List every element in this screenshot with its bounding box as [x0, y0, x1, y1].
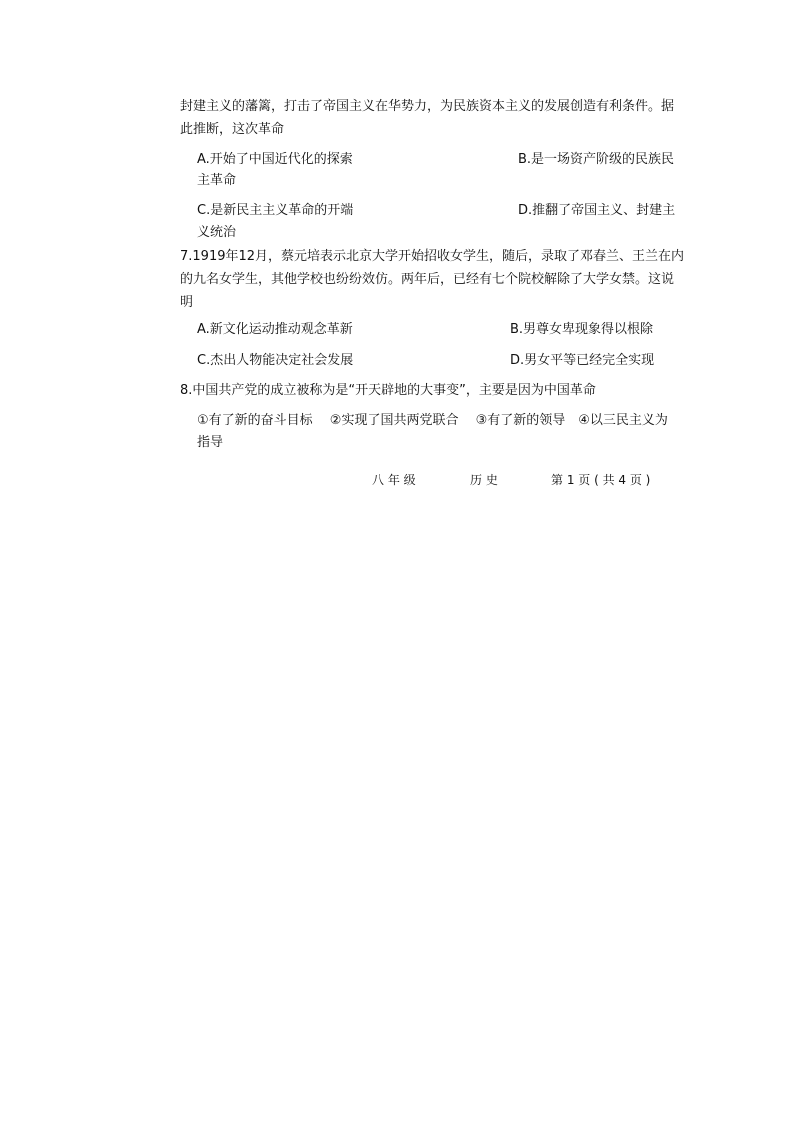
q7-option-a: A.新文化运动推动观念革新	[197, 322, 353, 337]
q6-option-b: B.是一场资产阶级的民族民	[518, 152, 675, 167]
q6-option-d: D.推翻了帝国主义、封建主	[518, 203, 676, 218]
q6-option-c: C.是新民主主义革命的开端	[197, 203, 354, 218]
footer-page-number: 第 1 页 ( 共 4 页 )	[551, 473, 651, 487]
q8-items-line-2: 指导	[197, 435, 224, 450]
q6-stem-line-1: 封建主义的藩篱，打击了帝国主义在华势力，为民族资本主义的发展创造有利条件。据	[180, 99, 675, 114]
q8-stem: 8.中国共产党的成立被称为是“开天辟地的大事变”，主要是因为中国革命	[180, 383, 596, 398]
footer-grade: 八 年 级	[372, 473, 416, 487]
q6-option-d-continued: 义统治	[197, 225, 237, 240]
footer-subject: 历 史	[470, 473, 498, 487]
q7-stem-line-3: 明	[180, 295, 194, 310]
q6-option-b-continued: 主革命	[197, 173, 237, 188]
q7-stem-line-1: 7.1919年12月，蔡元培表示北京大学开始招收女学生，随后，录取了邓春兰、王兰在内	[180, 249, 685, 264]
q7-option-c: C.杰出人物能决定社会发展	[197, 353, 354, 368]
q7-stem-line-2: 的九名女学生，其他学校也纷纷效仿。两年后，已经有七个院校解除了大学女禁。这说	[180, 272, 675, 287]
q6-option-a: A.开始了中国近代化的探索	[197, 152, 353, 167]
q6-stem-line-2: 此推断，这次革命	[180, 122, 285, 137]
q7-option-b: B.男尊女卑现象得以根除	[510, 322, 654, 337]
q7-option-d: D.男女平等已经完全实现	[510, 353, 655, 368]
q8-items-line-1: ①有了新的奋斗目标 ②实现了国共两党联合 ③有了新的领导 ④以三民主义为	[197, 413, 668, 428]
